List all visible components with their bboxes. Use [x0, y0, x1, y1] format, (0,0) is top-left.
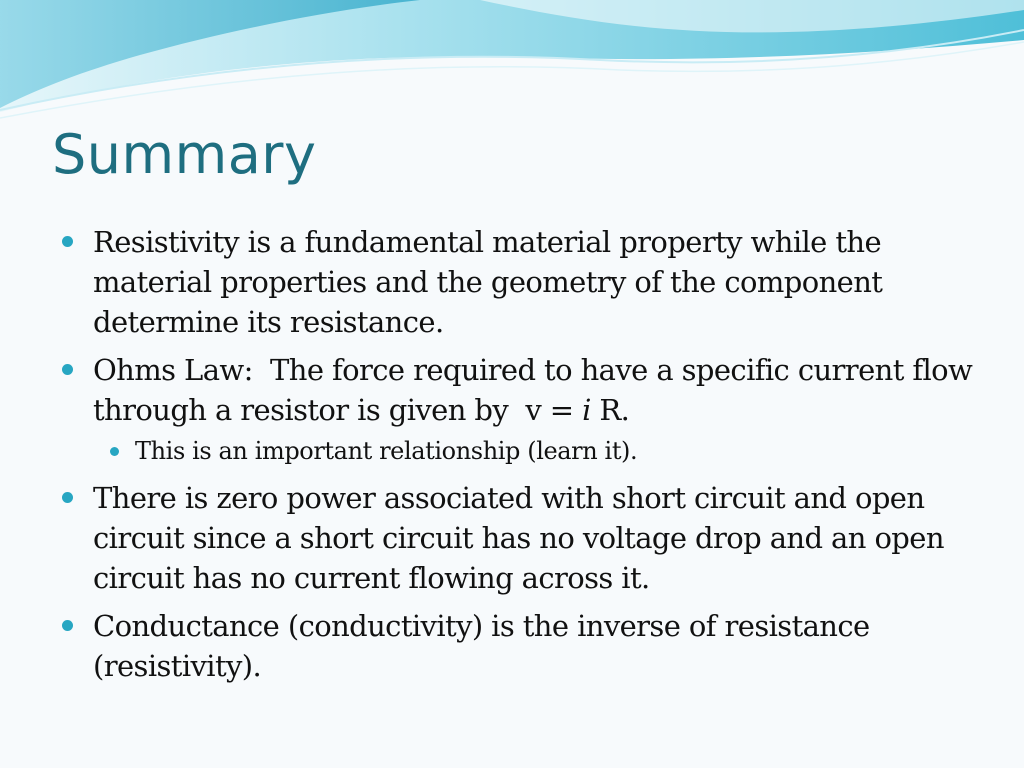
sub-bullet-relationship: This is an important relationship (learn it). — [110, 434, 980, 468]
bullet-list — [60, 222, 980, 694]
bullet-zero-power: There is zero power associated with short circuit and open circuit since a short circuit has no voltage drop and an open circuit has no current flowing across it. — [60, 478, 980, 598]
header-wave-decoration — [0, 0, 1024, 130]
ohms-law-text: Ohms Law: The force required to have a specific current flow through a resistor is given by v = — [93, 353, 973, 427]
bullet-conductance: Conductance (conductivity) is the inverse of resistance (resistivity). — [60, 606, 980, 686]
ohms-law-text-end: R. — [590, 393, 630, 427]
ohms-law-current-symbol: i — [582, 393, 591, 427]
bullet-resistivity: Resistivity is a fundamental material property while the material properties and the geometry of the component determine its resistance. — [60, 222, 980, 342]
slide-title: Summary — [52, 123, 317, 186]
bullet-ohms-law — [60, 350, 980, 430]
